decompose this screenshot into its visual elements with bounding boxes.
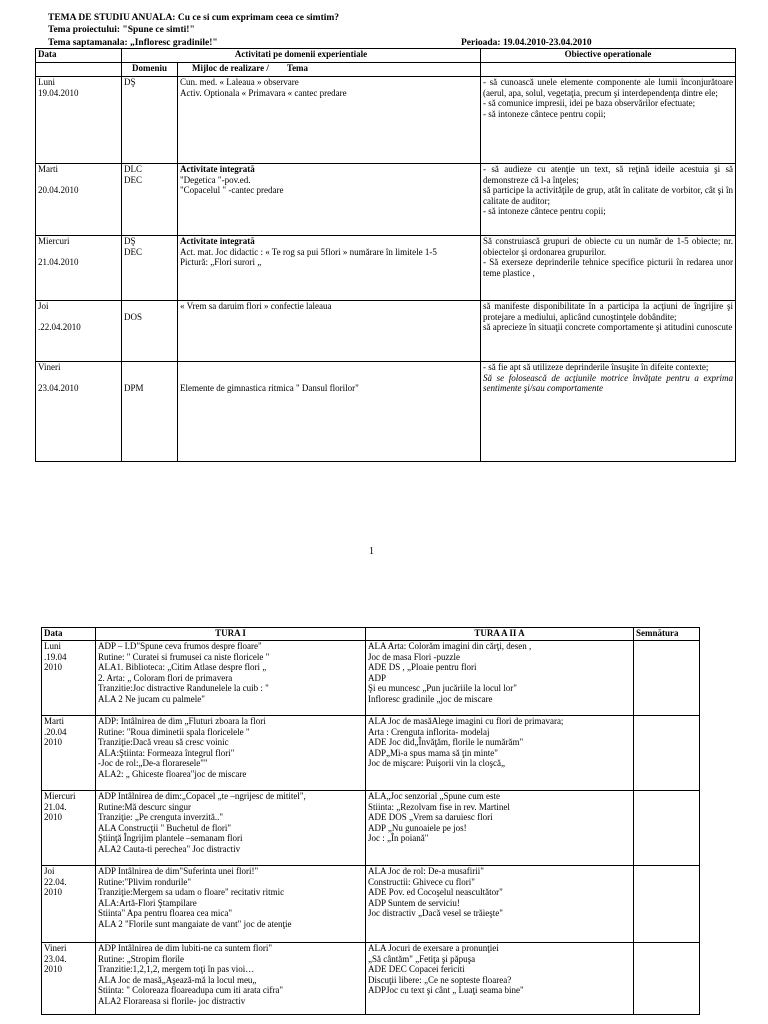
plan-row — [36, 77, 736, 164]
plan-activity: Act. mat. Joc didactic : « Te rog sa pui 5flori » numărare în limitele 1-5 Pictură: „Flori surori „ — [180, 246, 437, 268]
plan-objectives-italic: Să se folosească de acţiunile motrice învăţate pentru a exprima sentimente şi/sau comportamente — [483, 372, 734, 394]
plan-activity: « Vrem sa daruim flori » confectie laleaua — [180, 301, 332, 311]
schedule-head-semnatura: Semnătura — [634, 628, 700, 641]
plan-domain: DOS — [124, 311, 143, 322]
schedule-tura2: ALA Joc de masăAlege imagini cu flori de primavara; Arta : Crenguta inflorita- modelaj ADE Joc did„Învăţăm, florile le numărăm" ADP„Mi-a spus mama să ţin minte" Joc de mişcare: Puişorii vin la cloşcă„ — [368, 716, 564, 769]
plan-head-obiective: Obiective operationale — [481, 49, 736, 63]
schedule-tura1: ADP Intâlnirea de dim lubiti-ne ca suntem flori" Rutine: „Stropim florile Tranzitie:1,2,1,2, mergem toţi în pas vioi… ALA Joc de masă„Aşează-mă la locul meu„ Stiinta: " Coloreaza floareadupa cum iti arata cifra" ALA2 Florareasa si florile- joc distractiv — [98, 943, 284, 1006]
plan-head-data: Data — [36, 49, 122, 63]
schedule-signature — [634, 866, 700, 943]
schedule-date: Vineri 23.04. 2010 — [44, 943, 67, 975]
plan-date: Vineri 23.04.2010 — [38, 362, 79, 394]
plan-head-activitati: Activitati pe domenii experientiale — [122, 49, 481, 63]
schedule-date: Luni .19.04 2010 — [44, 641, 67, 673]
plan-head-mijloc: Mijloc de realizare / Tema — [178, 63, 481, 77]
plan-activity: Cun. med. « Laleaua » observare Activ. Optionala « Primavara « cantec predare — [180, 77, 347, 98]
plan-domain: DŞ DEC — [124, 236, 142, 257]
plan-domain: DPM — [124, 383, 144, 394]
plan-domain: DLC DEC — [124, 164, 142, 185]
schedule-head-tura2: TURA A II A — [366, 628, 634, 641]
plan-activity-title: Activitate integrată — [180, 164, 255, 174]
plan-date: Joi .22.04.2010 — [38, 301, 81, 333]
schedule-tura2: ALA Joc de rol: De-a musafirii" Constructii: Ghivece cu flori" ADE Pov. ed Cocoşelul neascultător" ADP Suntem de serviciu! Joc distractiv „Dacă vesel se trăieşte" — [368, 866, 503, 919]
plan-objectives: - să fie apt să utilizeze deprinderile însuşite în difeite contexte; — [483, 362, 709, 372]
project-theme: Tema proiectului: "Spune ce simti!" — [48, 25, 195, 35]
plan-date: Marti 20.04.2010 — [38, 164, 79, 196]
plan-objectives: Să construiască grupuri de obiecte cu un număr de 1-5 obiecte; nr. obiectelor şi ordonarea grupurilor. - Să exerseze deprinderile tehnice specifice picturii în redarea unor teme plastice , — [483, 236, 734, 278]
schedule-tura2: ALA Jocuri de exersare a pronunţiei „Să cântăm" „Fetiţa şi păpuşa ADE DEC Copacei fericiti Discuţii libere: „Ce ne sopteste floarea? ADPJoc cu text şi cânt „ Luaţi seama bine" — [368, 943, 524, 996]
schedule-tura1: ADP – I.D"Spune ceva frumos despre floare" Rutine: " Curatei si frumusei ca niste floricele " ALA1. Biblioteca: „Citim Atlase despre flori „ 2. Arta: „ Coloram flori de primavera Tranzitie:Joc distractive Randunelele la cuib : " ALA 2 Ne jucam cu palmele" — [98, 641, 270, 704]
schedule-head-tura1: TURA I — [96, 628, 366, 641]
schedule-tura1: ADP Intâlnirea de dim:„Copacel „te –ngrijesc de mititel", Rutine:Mă descurc singur Tranziţie: „Pe crenguta inverzită.." ALA Construcţii " Buchetul de flori" Ştiinţă Îngrijim plantele –semanam flori ALA2 Cauta-ti perechea" Joc distractiv — [98, 791, 306, 854]
schedule-tura1: ADP Intâlnirea de dim"Suferinta unei flori!" Rutine:"Plivim rondurile" Tranziţie:Mergem sa udam o floare" recitativ ritmic ALA:Artă-Flori Ştampilare Stiinta" Apa pentru floarea cea mica" ALA 2 "Florile sunt mangaiate de vant" joc de atenţie — [98, 866, 292, 929]
plan-date: Miercuri 21.04.2010 — [38, 236, 79, 268]
plan-objectives: - să cunoască unele elemente componente ale lumii înconjurătoare (aerul, apa, solul, vegetaţia, precum şi interdependenţa dintre ele; - să comunice impresii, idei pe baza observărilor efectuate; - să intoneze cântece pentru copii; — [483, 77, 734, 119]
plan-row — [36, 301, 736, 362]
schedule-head-data: Data — [42, 628, 96, 641]
weekly-plan-table — [35, 48, 736, 462]
weekly-theme: Tema saptamanala: „Infloresc gradinile!" — [48, 38, 218, 48]
schedule-date: Miercuri 21.04. 2010 — [44, 791, 76, 823]
schedule-signature — [634, 716, 700, 791]
schedule-tura2: ALA„Joc senzorial „Spune cum este Stiinta: „Rezolvam fise in rev. Martinel ADE DOS „Vrem sa daruiesc flori ADP „Nu gunoaiele pe jos! Joc : „În poiană" — [368, 791, 510, 844]
annual-theme: TEMA DE STUDIU ANUALA: Cu ce si cum exprimam ceea ce simtim? — [48, 13, 340, 23]
plan-activity: Elemente de gimnastica ritmica " Dansul florilor" — [180, 383, 359, 394]
period: Perioada: 19.04.2010-23.04.2010 — [461, 38, 592, 48]
page-number: 1 — [369, 546, 374, 557]
plan-objectives: - să audieze cu atenţie un text, să reţină ideile acestuia şi să demonstreze că l-a înţeles; să participe la activităţile de grup, atât în calitate de vorbitor, cât şi în calitate de auditor; - să intoneze cântece pentru copii; — [483, 164, 734, 217]
plan-activity-title: Activitate integrată — [180, 236, 255, 246]
schedule-signature — [634, 791, 700, 866]
schedule-date: Marti .20.04 2010 — [44, 716, 67, 748]
schedule-table — [41, 627, 700, 1015]
plan-head-tema: Tema — [286, 63, 309, 73]
plan-head-domeniu: Domeniu — [122, 63, 178, 77]
plan-row — [36, 164, 736, 236]
schedule-row — [42, 866, 700, 943]
schedule-row — [42, 943, 700, 1015]
schedule-tura1: ADP: Intâlnirea de dim „Fluturi zboara la flori Rutine: "Roua diminetii spala floricelele " Tranziţie:Dacă vreau să cresc voinic ALA:Ştiinta: Formeaza întegrul flori" -Joc de rol:„De-a floraresele"" ALA2: „ Ghiceste floarea"joc de miscare — [98, 716, 266, 779]
plan-row — [36, 362, 736, 462]
schedule-row — [42, 641, 700, 716]
schedule-tura2: ALA Arta: Colorăm imagini din cărţi, desen , Joc de masa Flori -puzzle ADE DS , „Ploaie pentru flori ADP Şi eu muncesc „Pun jucăriile la locul lor" Infloresc gradinile „joc de miscare — [368, 641, 532, 704]
plan-row — [36, 236, 736, 301]
schedule-row — [42, 716, 700, 791]
schedule-row — [42, 791, 700, 866]
schedule-signature — [634, 943, 700, 1015]
plan-activity: "Degetica "-pov.ed. "Copacelul " -cantec predare — [180, 174, 284, 196]
plan-date: Luni 19.04.2010 — [38, 77, 79, 98]
plan-objectives: să manifeste disponibilitate în a participa la acţiuni de îngrijire şi protejare a mediului, aplicând cunoştinţele dobândite; să aprecieze în situaţii concrete comportamente şi atitudini cunoscute — [483, 301, 734, 333]
schedule-date: Joi 22.04. 2010 — [44, 866, 67, 898]
schedule-signature — [634, 641, 700, 716]
plan-domain: DŞ — [124, 77, 136, 87]
